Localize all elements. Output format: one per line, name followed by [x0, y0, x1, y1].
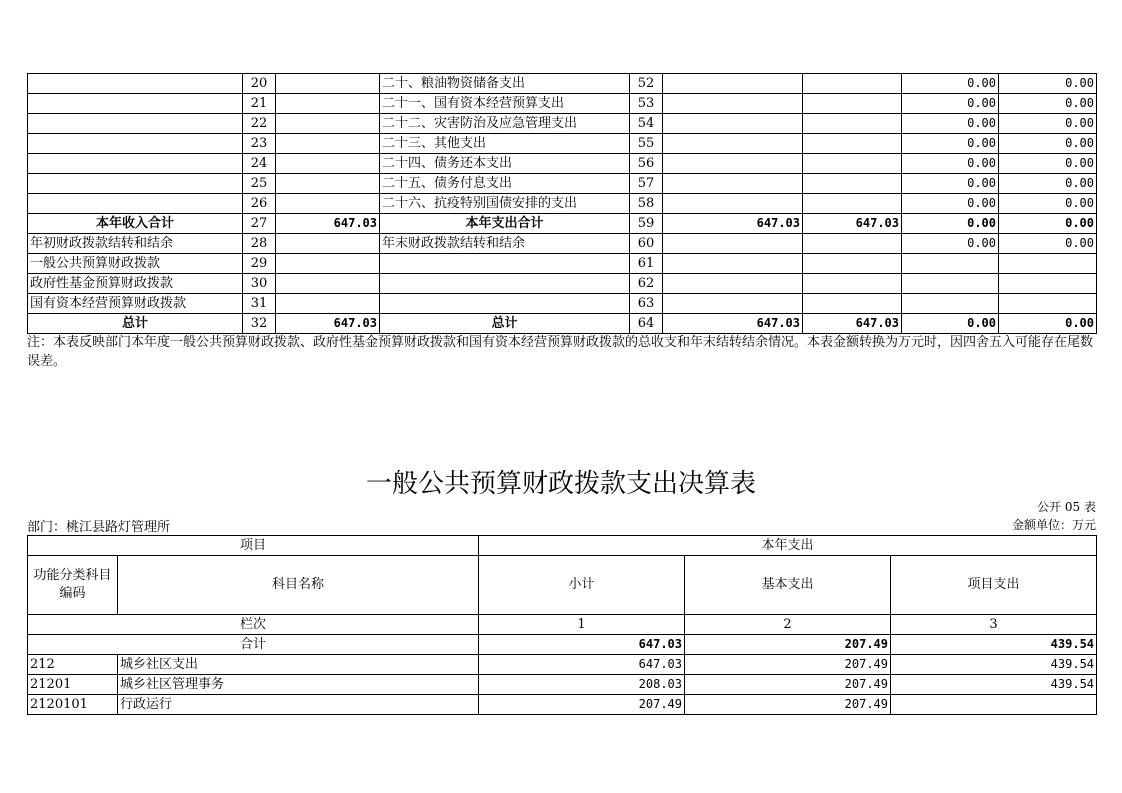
- table-row: [28, 94, 1097, 114]
- income-line-number: 30: [243, 274, 276, 294]
- income-line-number: 28: [243, 234, 276, 254]
- basic-value: 207.49: [685, 675, 891, 695]
- expense-fund-budget: 0.00: [902, 134, 999, 154]
- expense-total: [663, 234, 803, 254]
- department-label: 部门：桃江县路灯管理所: [27, 520, 171, 535]
- expense-fund-budget: [902, 254, 999, 274]
- expense-line-number: 60: [630, 234, 663, 254]
- expense-fund-budget: 0.00: [902, 114, 999, 134]
- income-label: [28, 154, 243, 174]
- header-basic: 基本支出: [685, 556, 891, 615]
- subtotal-value: 208.03: [479, 675, 685, 695]
- income-label: [28, 94, 243, 114]
- income-amount: [276, 114, 380, 134]
- header-code: 功能分类科目编码: [28, 556, 118, 615]
- expense-line-number: 58: [630, 194, 663, 214]
- income-amount: [276, 294, 380, 314]
- item-value: [891, 695, 1097, 715]
- subject-name: 行政运行: [118, 695, 479, 715]
- expense-state-capital-budget: 0.00: [999, 74, 1097, 94]
- header-item: 项目支出: [891, 556, 1097, 615]
- expense-general-budget: [803, 154, 902, 174]
- income-amount: 647.03: [276, 214, 380, 234]
- expense-label: 二十三、其他支出: [380, 134, 630, 154]
- expense-fund-budget: 0.00: [902, 214, 999, 234]
- expense-fund-budget: 0.00: [902, 94, 999, 114]
- expense-label: [380, 274, 630, 294]
- expense-fund-budget: 0.00: [902, 314, 999, 334]
- expenditure-table: [27, 535, 1097, 715]
- expense-state-capital-budget: 0.00: [999, 94, 1097, 114]
- expense-general-budget: [803, 234, 902, 254]
- income-amount: [276, 274, 380, 294]
- expense-line-number: 59: [630, 214, 663, 234]
- expense-state-capital-budget: 0.00: [999, 234, 1097, 254]
- income-line-number: 21: [243, 94, 276, 114]
- income-label: [28, 174, 243, 194]
- subject-code: 212: [28, 655, 118, 675]
- expense-label: 二十二、灾害防治及应急管理支出: [380, 114, 630, 134]
- table-row: [28, 695, 1097, 715]
- total-basic: 207.49: [685, 635, 891, 655]
- table-row: [28, 294, 1097, 314]
- income-label: 年初财政拨款结转和结余: [28, 234, 243, 254]
- expense-label: 二十一、国有资本经营预算支出: [380, 94, 630, 114]
- header-name: 科目名称: [118, 556, 479, 615]
- expense-general-budget: [803, 254, 902, 274]
- expense-label: [380, 254, 630, 274]
- income-line-number: 22: [243, 114, 276, 134]
- expense-line-number: 64: [630, 314, 663, 334]
- expense-label: 二十、粮油物资储备支出: [380, 74, 630, 94]
- expense-total: [663, 274, 803, 294]
- income-amount: [276, 94, 380, 114]
- expense-fund-budget: 0.00: [902, 174, 999, 194]
- header-col3: 3: [891, 615, 1097, 635]
- table-row: [28, 314, 1097, 334]
- expense-total: [663, 174, 803, 194]
- income-label: 总计: [28, 314, 243, 334]
- expense-general-budget: [803, 74, 902, 94]
- table-row: [28, 134, 1097, 154]
- expense-label: 总计: [380, 314, 630, 334]
- income-label: 政府性基金预算财政拨款: [28, 274, 243, 294]
- expense-total: [663, 94, 803, 114]
- income-label: [28, 114, 243, 134]
- income-line-number: 31: [243, 294, 276, 314]
- income-label: [28, 74, 243, 94]
- income-line-number: 24: [243, 154, 276, 174]
- expense-line-number: 57: [630, 174, 663, 194]
- page-title: 一般公共预算财政拨款支出决算表: [365, 469, 756, 499]
- expense-total: [663, 254, 803, 274]
- basic-value: 207.49: [685, 655, 891, 675]
- income-line-number: 26: [243, 194, 276, 214]
- expense-general-budget: [803, 174, 902, 194]
- expense-state-capital-budget: 0.00: [999, 314, 1097, 334]
- table-note: 注：本表反映部门本年度一般公共预算财政拨款、政府性基金预算财政拨款和国有资本经营预算财政拨款的总收支和年末结转结余情况。本表金额转换为万元时，因四舍五入可能存在尾数误差。: [27, 335, 1094, 369]
- expense-total: [663, 134, 803, 154]
- header-project: 项目: [28, 536, 479, 556]
- expense-fund-budget: 0.00: [902, 74, 999, 94]
- header-col1: 1: [479, 615, 685, 635]
- income-label: 国有资本经营预算财政拨款: [28, 294, 243, 314]
- expense-line-number: 52: [630, 74, 663, 94]
- expense-line-number: 61: [630, 254, 663, 274]
- income-amount: 647.03: [276, 314, 380, 334]
- income-line-number: 25: [243, 174, 276, 194]
- subject-code: 21201: [28, 675, 118, 695]
- expense-label: 本年支出合计: [380, 214, 630, 234]
- expense-line-number: 56: [630, 154, 663, 174]
- expense-state-capital-budget: [999, 254, 1097, 274]
- expense-total: [663, 114, 803, 134]
- item-value: 439.54: [891, 655, 1097, 675]
- income-line-number: 32: [243, 314, 276, 334]
- expense-line-number: 55: [630, 134, 663, 154]
- expense-general-budget: 647.03: [803, 214, 902, 234]
- table-row: [28, 274, 1097, 294]
- expense-total: [663, 154, 803, 174]
- expense-label: 二十四、债务还本支出: [380, 154, 630, 174]
- table-row: [28, 174, 1097, 194]
- table-row: [28, 234, 1097, 254]
- income-label: 一般公共预算财政拨款: [28, 254, 243, 274]
- expense-general-budget: [803, 194, 902, 214]
- expense-total: [663, 74, 803, 94]
- income-label: [28, 194, 243, 214]
- expense-state-capital-budget: 0.00: [999, 134, 1097, 154]
- expense-general-budget: [803, 134, 902, 154]
- table-row: [28, 214, 1097, 234]
- table-row: [28, 194, 1097, 214]
- header-current-year: 本年支出: [479, 536, 1097, 556]
- table-row: [28, 254, 1097, 274]
- income-line-number: 23: [243, 134, 276, 154]
- amount-unit-label: 金额单位：万元: [1011, 518, 1096, 532]
- expense-general-budget: [803, 94, 902, 114]
- header-row-2: [28, 556, 1097, 615]
- expense-label: 二十六、抗疫特别国债安排的支出: [380, 194, 630, 214]
- expense-total: 647.03: [663, 314, 803, 334]
- expense-line-number: 54: [630, 114, 663, 134]
- expense-general-budget: [803, 274, 902, 294]
- total-item: 439.54: [891, 635, 1097, 655]
- header-col2: 2: [685, 615, 891, 635]
- expense-state-capital-budget: 0.00: [999, 154, 1097, 174]
- table-row: [28, 154, 1097, 174]
- header-row-3: [28, 615, 1097, 635]
- income-expense-table: [27, 73, 1097, 334]
- income-amount: [276, 134, 380, 154]
- expense-label: 年末财政拨款结转和结余: [380, 234, 630, 254]
- subject-name: 城乡社区支出: [118, 655, 479, 675]
- expense-label: [380, 294, 630, 314]
- total-label: 合计: [28, 635, 479, 655]
- expense-state-capital-budget: 0.00: [999, 214, 1097, 234]
- income-amount: [276, 254, 380, 274]
- expense-fund-budget: 0.00: [902, 154, 999, 174]
- total-subtotal: 647.03: [479, 635, 685, 655]
- total-row: [28, 635, 1097, 655]
- expense-line-number: 63: [630, 294, 663, 314]
- table-row: [28, 74, 1097, 94]
- income-amount: [276, 74, 380, 94]
- expense-fund-budget: 0.00: [902, 194, 999, 214]
- expense-total: 647.03: [663, 214, 803, 234]
- income-amount: [276, 194, 380, 214]
- header-column-order: 栏次: [28, 615, 479, 635]
- subject-name: 城乡社区管理事务: [118, 675, 479, 695]
- expense-state-capital-budget: 0.00: [999, 114, 1097, 134]
- table-row: [28, 114, 1097, 134]
- income-amount: [276, 234, 380, 254]
- expense-line-number: 62: [630, 274, 663, 294]
- income-line-number: 29: [243, 254, 276, 274]
- item-value: 439.54: [891, 675, 1097, 695]
- expense-total: [663, 294, 803, 314]
- subtotal-value: 207.49: [479, 695, 685, 715]
- form-number: 公开 05 表: [1037, 500, 1096, 514]
- subject-code: 2120101: [28, 695, 118, 715]
- expense-total: [663, 194, 803, 214]
- expense-general-budget: 647.03: [803, 314, 902, 334]
- expense-state-capital-budget: [999, 274, 1097, 294]
- table-row: [28, 655, 1097, 675]
- expense-label: 二十五、债务付息支出: [380, 174, 630, 194]
- expense-general-budget: [803, 294, 902, 314]
- basic-value: 207.49: [685, 695, 891, 715]
- header-subtotal: 小计: [479, 556, 685, 615]
- expense-general-budget: [803, 114, 902, 134]
- income-label: 本年收入合计: [28, 214, 243, 234]
- expense-state-capital-budget: 0.00: [999, 174, 1097, 194]
- header-row-1: [28, 536, 1097, 556]
- income-amount: [276, 174, 380, 194]
- expense-line-number: 53: [630, 94, 663, 114]
- expense-fund-budget: [902, 274, 999, 294]
- income-line-number: 27: [243, 214, 276, 234]
- income-amount: [276, 154, 380, 174]
- expense-fund-budget: [902, 294, 999, 314]
- subtotal-value: 647.03: [479, 655, 685, 675]
- income-label: [28, 134, 243, 154]
- expense-state-capital-budget: 0.00: [999, 194, 1097, 214]
- income-line-number: 20: [243, 74, 276, 94]
- expense-fund-budget: 0.00: [902, 234, 999, 254]
- expense-state-capital-budget: [999, 294, 1097, 314]
- table-row: [28, 675, 1097, 695]
